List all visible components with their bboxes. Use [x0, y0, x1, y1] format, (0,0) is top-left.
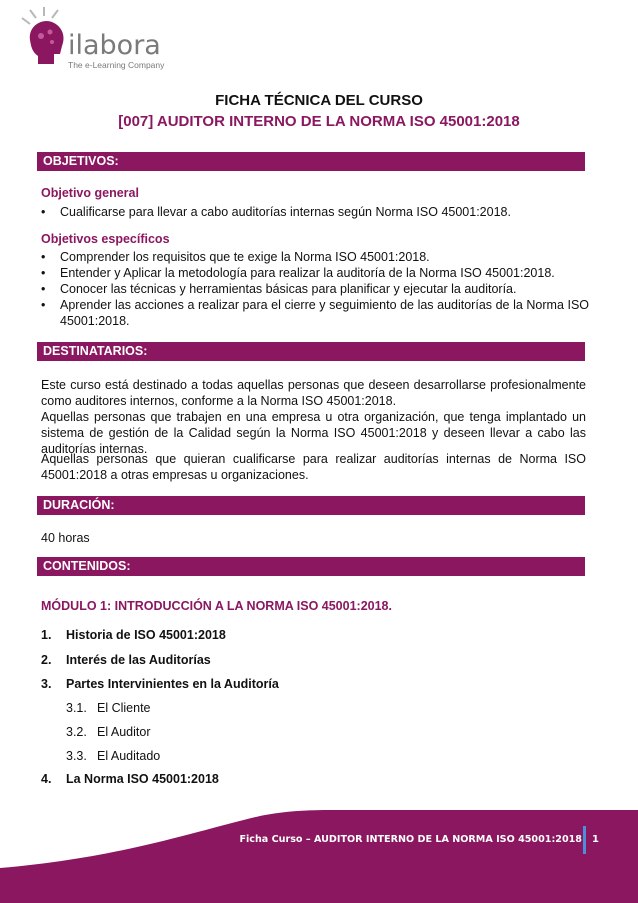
section-bar-objetivos: OBJETIVOS:	[37, 152, 585, 171]
module-title: MÓDULO 1: INTRODUCCIÓN A LA NORMA ISO 45001:2018.	[41, 599, 392, 613]
destinatarios-paragraph: Este curso está destinado a todas aquellas personas que deseen desarrollarse profesionalmente como auditores internos, conforme a la Norma ISO 45001:2018.	[41, 378, 586, 408]
section-bar-contenidos: CONTENIDOS:	[37, 557, 585, 576]
footer-banner	[0, 808, 638, 903]
content-item: 4. La Norma ISO 45001:2018	[41, 772, 219, 786]
destinatarios-paragraph: Aquellas personas que quieran cualificarse para realizar auditorías internas de Norma ISO 45001:2018 a otras empresas u organizaciones.	[41, 452, 586, 482]
logo-wordmark: ilabora	[68, 30, 161, 61]
list-item: • Comprender los requisitos que te exige la Norma ISO 45001:2018.	[41, 250, 430, 264]
page-number: 1	[592, 834, 599, 845]
objetivo-general-title: Objetivo general	[41, 186, 139, 200]
section-bar-duracion: DURACIÓN:	[37, 496, 585, 515]
document-title: FICHA TÉCNICA DEL CURSO	[215, 92, 423, 109]
content-subitem: 3.2. El Auditor	[66, 725, 151, 739]
list-item: • Entender y Aplicar la metodología para realizar la auditoría de la Norma ISO 45001:2018.	[41, 266, 555, 280]
list-item: • Aprender las acciones a realizar para el cierre y seguimiento de las auditorías de la Norma ISO 45001:2018.	[41, 298, 589, 328]
content-subitem: 3.3. El Auditado	[66, 749, 161, 763]
section-bar-destinatarios: DESTINATARIOS:	[37, 342, 585, 361]
list-item: • Cualificarse para llevar a cabo auditorías internas según Norma ISO 45001:2018.	[41, 205, 511, 219]
list-item: • Conocer las técnicas y herramientas básicas para planificar y ejecutar la auditoría.	[41, 282, 517, 296]
footer-course-text: Ficha Curso – AUDITOR INTERNO DE LA NORMA ISO 45001:2018	[239, 834, 582, 845]
footer-separator	[583, 826, 586, 854]
course-title: [007] AUDITOR INTERNO DE LA NORMA ISO 45001:2018	[118, 113, 520, 130]
content-subitem: 3.1. El Cliente	[66, 701, 151, 715]
duracion-value: 40 horas	[41, 531, 90, 545]
content-item: 1. Historia de ISO 45001:2018	[41, 628, 226, 642]
logo-tagline: The e-Learning Company	[68, 60, 165, 70]
content-item: 3. Partes Intervinientes en la Auditoría	[41, 677, 279, 691]
objetivos-especificos-title: Objetivos específicos	[41, 232, 170, 246]
content-item: 2. Interés de las Auditorías	[41, 653, 211, 667]
destinatarios-paragraph: Aquellas personas que trabajen en una empresa u otra organización, que tenga implantado un sistema de gestión de la Calidad según la Norma ISO 45001:2018 y deseen llevar a cabo las auditorías internas.	[41, 410, 586, 456]
